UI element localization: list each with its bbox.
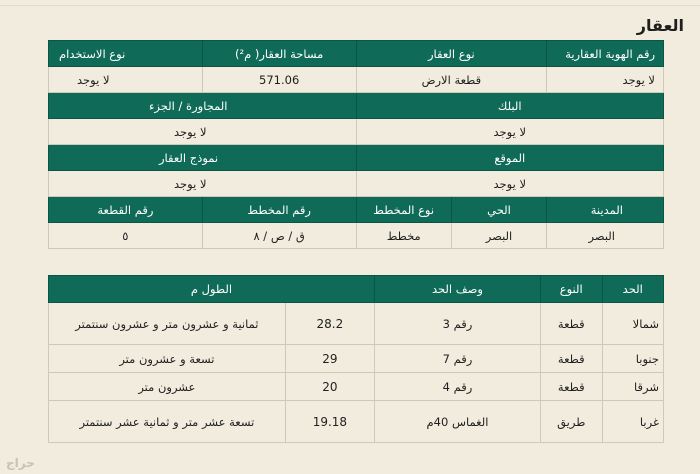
boundary-side: شرقا	[602, 373, 664, 401]
boundary-row-east	[49, 373, 664, 401]
boundary-description: رقم 3	[374, 303, 540, 345]
boundary-row-south	[49, 345, 664, 373]
boundary-side: جنوبا	[602, 345, 664, 373]
header-boundary-length: الطول م	[49, 276, 375, 303]
boundary-description: الغماس 40م	[374, 401, 540, 443]
value-neighborhood-part: لا يوجد	[49, 119, 357, 145]
header-location: الموقع	[356, 145, 663, 171]
boundary-side: شمالا	[602, 303, 664, 345]
property-header-row	[49, 41, 664, 67]
property-details-table	[48, 40, 664, 249]
boundary-length-text: ثمانية و عشرون متر و عشرون سنتمتر	[49, 303, 286, 345]
value-city: البصر	[547, 223, 664, 249]
value-property-id: لا يوجد	[547, 67, 664, 93]
header-block: البلك	[356, 93, 663, 119]
boundary-type: قطعة	[541, 303, 603, 345]
city-header-row	[49, 197, 664, 223]
boundary-row-north	[49, 303, 664, 345]
boundary-length-text: تسعة عشر متر و ثمانية عشر سنتمتر	[49, 401, 286, 443]
header-property-model: نموذج العقار	[49, 145, 357, 171]
header-property-type: نوع العقار	[356, 41, 547, 67]
boundary-type: قطعة	[541, 345, 603, 373]
boundary-length: 28.2	[285, 303, 374, 345]
block-header-row	[49, 93, 664, 119]
boundaries-header-row	[49, 276, 664, 303]
boundary-side: غربا	[602, 401, 664, 443]
boundary-type: طريق	[541, 401, 603, 443]
top-divider	[0, 5, 700, 6]
header-plan-type: نوع المخطط	[356, 197, 451, 223]
boundary-length: 20	[285, 373, 374, 401]
site-watermark: حراج	[6, 456, 35, 470]
header-usage-type: نوع الاستخدام	[49, 41, 203, 67]
boundary-length-text: عشرون متر	[49, 373, 286, 401]
header-neighborhood-part: المجاورة / الجزء	[49, 93, 357, 119]
value-district: البصر	[451, 223, 546, 249]
block-value-row	[49, 119, 664, 145]
boundary-length: 19.18	[285, 401, 374, 443]
value-location: لا يوجد	[356, 171, 663, 197]
location-value-row	[49, 171, 664, 197]
value-plan-number: ق / ص / ٨	[202, 223, 356, 249]
location-header-row	[49, 145, 664, 171]
boundary-type: قطعة	[541, 373, 603, 401]
value-plot-number: ٥	[49, 223, 203, 249]
boundary-row-west	[49, 401, 664, 443]
header-property-id: رقم الهوية العقارية	[547, 41, 664, 67]
header-property-area: مساحة العقار( م²)	[202, 41, 356, 67]
boundary-description: رقم 4	[374, 373, 540, 401]
boundaries-table	[48, 275, 664, 443]
value-plan-type: مخطط	[356, 223, 451, 249]
header-boundary-description: وصف الحد	[374, 276, 540, 303]
boundary-length: 29	[285, 345, 374, 373]
header-plot-number: رقم القطعة	[49, 197, 203, 223]
header-plan-number: رقم المخطط	[202, 197, 356, 223]
header-city: المدينة	[547, 197, 664, 223]
boundary-length-text: تسعة و عشرون متر	[49, 345, 286, 373]
section-title: العقار	[636, 16, 684, 35]
value-property-model: لا يوجد	[49, 171, 357, 197]
header-boundary-side: الحد	[602, 276, 664, 303]
city-value-row	[49, 223, 664, 249]
boundary-description: رقم 7	[374, 345, 540, 373]
header-district: الحي	[451, 197, 546, 223]
value-usage-type: لا يوجد	[49, 67, 203, 93]
value-property-type: قطعة الارض	[356, 67, 547, 93]
value-block: لا يوجد	[356, 119, 663, 145]
property-value-row	[49, 67, 664, 93]
value-property-area: 571.06	[202, 67, 356, 93]
header-boundary-type: النوع	[541, 276, 603, 303]
